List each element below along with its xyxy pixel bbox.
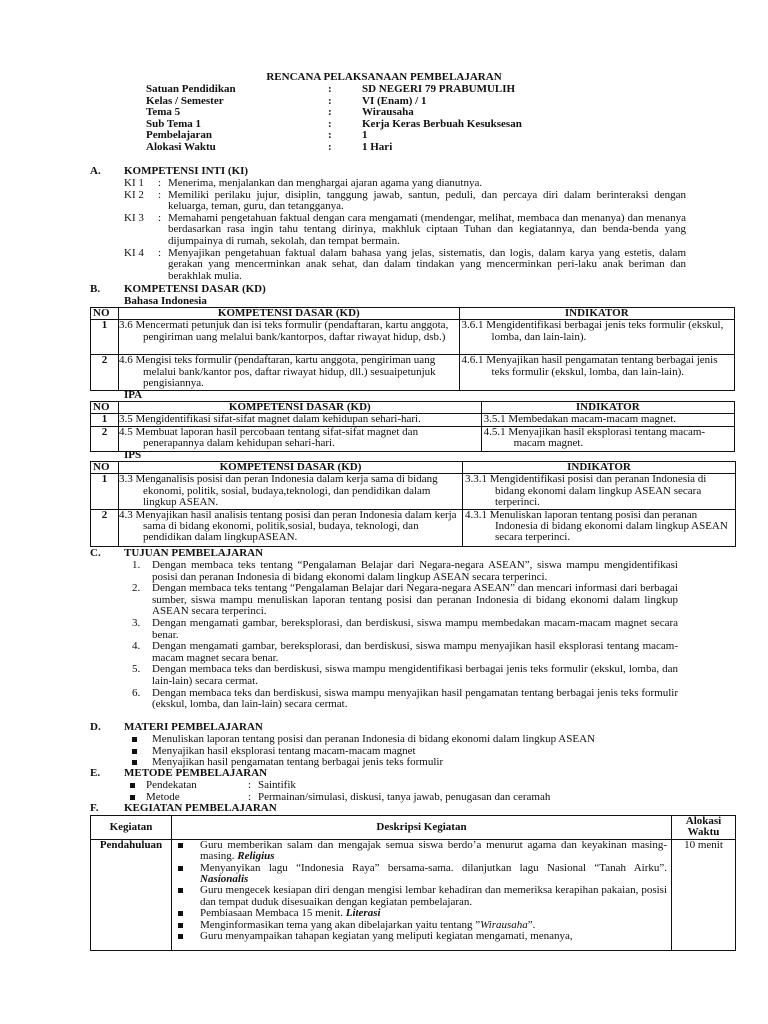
identity-colon: : [328,83,332,95]
tujuan-item [128,641,678,664]
identity-block [146,84,566,154]
kd-row-no: 2 [91,509,119,546]
deskripsi-header: Deskripsi Kegiatan [172,816,672,840]
indikator-cell [459,320,734,355]
tujuan-item [128,618,678,641]
ki-item [124,190,686,213]
no-header: NO [91,402,119,414]
section-f-letter: F. [90,802,99,814]
subject-label: Bahasa Indonesia [124,295,207,307]
kegiatan-item-text: Menyanyikan lagu “Indonesia Raya” bersama-sama. dilanjutkan lagu Nasional “Tanah Airku”. [200,861,667,874]
bullet-icon [178,934,183,939]
tujuan-text: Dengan membaca teks tentang “Pengalaman Belajar dari Negara-negara ASEAN” dan mencari informasi dari berbagai sumber, siswa mampu menuliskan laporan tentang posisi dan peranan Indonesia di bidang ekonomi dalam lingkup ASEAN secara terperinci. [152,582,678,618]
section-e-title: METODE PEMBELAJARAN [124,767,268,779]
kd-cell [119,426,482,451]
kd-text: Membuat laporan hasil percobaan tentang sifat-sifat magnet dan penerapannya dalam kehidupan sehari-hari. [135,425,419,450]
tujuan-number: 2. [132,582,141,595]
indikator-header: INDIKATOR [463,462,736,474]
metode-label: Pendekatan [146,779,197,791]
kd-header: KOMPETENSI DASAR (KD) [119,462,463,474]
kd-table [90,401,735,452]
tujuan-number: 4. [132,640,141,653]
kd-text: Menganalisis posisi dan peran Indonesia dalam kerja sama di bidang ekonomi, politik, sosial, budaya,teknologi, dan pendidikan dalam lingkup ASEAN. [135,473,438,509]
kd-row-no: 1 [91,414,119,426]
ki-item [124,213,686,248]
kd-table [90,307,735,391]
kd-code: 4.6 [119,354,133,367]
kd-row [91,426,735,451]
identity-colon: : [328,129,332,142]
kegiatan-item [176,840,667,863]
kd-row-no: 1 [91,474,119,509]
indikator-cell [481,426,734,451]
tujuan-item [128,688,678,711]
kegiatan-row [91,839,736,950]
section-a-title: KOMPETENSI INTI (KI) [124,165,249,177]
indikator-code: 3.3.1 [465,473,487,486]
tujuan-item [128,560,678,583]
kd-header-row [91,308,735,320]
kd-row [91,320,735,355]
indikator-cell [481,414,734,426]
kegiatan-table [90,815,736,951]
tujuan-text: Dengan mengamati gambar, bereksplorasi, dan berdiskusi, siswa mampu membedakan macam-macam magnet secara benar. [152,616,678,641]
ki-colon: : [158,246,162,259]
section-c-letter: C. [90,547,101,559]
identity-value: Kerja Keras Berbuah Kesuksesan [362,117,522,130]
kegiatan-header: Kegiatan [91,816,172,840]
metode-colon: : [248,790,252,803]
bullet-icon [178,843,183,848]
kegiatan-item-tail: ”. [527,918,536,931]
identity-colon: : [328,140,332,153]
kd-header-row [91,462,736,474]
materi-text: Menyajikan hasil eksplorasi tentang macam-macam magnet [152,744,416,757]
indikator-text: Menyajikan hasil eksplorasi tentang macam-macam magnet. [508,425,706,450]
kd-code: 3.6 [119,319,133,332]
kegiatan-item-italic: Wirausaha [480,918,528,931]
kd-table [90,461,736,547]
section-c-title: TUJUAN PEMBELAJARAN [124,547,264,559]
kd-row [91,414,735,426]
metode-label: Metode [146,790,180,803]
ki-code: KI 3 [124,211,144,224]
identity-value: SD NEGERI 79 PRABUMULIH [362,83,516,95]
kd-header: KOMPETENSI DASAR (KD) [119,308,460,320]
identity-colon: : [328,94,332,107]
ki-colon: : [158,211,162,224]
subject-label: IPA [124,389,143,401]
kd-cell [119,355,460,390]
bullet-icon [132,737,137,742]
materi-list [130,734,680,769]
no-header: NO [91,308,119,320]
indikator-code: 3.6.1 [461,319,484,332]
indikator-code: 4.6.1 [461,354,484,367]
bullet-icon [178,888,183,893]
identity-label: Tema 5 [146,106,181,119]
ki-list [124,178,686,282]
ki-code: KI 4 [124,246,144,259]
kd-row-no: 1 [91,320,119,355]
kegiatan-name: Pendahuluan [91,839,172,950]
section-d-title: MATERI PEMBELAJARAN [124,721,263,733]
character-tag: Religius [237,850,275,863]
kegiatan-item-text: Menginformasikan tema yang akan dibelajarkan yaitu tentang ” [200,918,481,931]
kegiatan-header-row [91,816,736,840]
tujuan-text: Dengan membaca teks tentang “Pengalaman Belajar dari Negara-negara ASEAN”, siswa mampu mengidentifikasi posisi dan peranan Indonesia di bidang ekonomi dalam lingkup ASEAN secara terperinci. [152,559,678,583]
kegiatan-item-text: Guru memberikan salam dan mengajak semua siswa berdo’a menurut agama dan keyakinan masing-masing. [200,838,667,863]
metode-value: Permainan/simulasi, diskusi, tanya jawab, penugasan dan ceramah [258,790,551,803]
kd-header: KOMPETENSI DASAR (KD) [119,402,482,414]
kegiatan-item-text: Pembiasaan Membaca 15 menit. [200,907,343,920]
materi-text: Menyajikan hasil pengamatan tentang berbagai jenis teks formulir [152,756,444,769]
section-b-title: KOMPETENSI DASAR (KD) [124,283,266,295]
indikator-header: INDIKATOR [459,308,734,320]
tujuan-list [128,560,678,711]
kd-code: 4.5 [119,425,133,438]
identity-value: Wirausaha [362,106,414,119]
tujuan-item [128,664,678,687]
kd-row-no: 2 [91,355,119,390]
identity-colon: : [328,106,332,119]
ki-item [124,178,686,190]
tujuan-number: 6. [132,686,141,699]
identity-value: 1 [362,129,368,142]
ki-colon: : [158,188,162,201]
section-e-letter: E. [90,767,101,779]
ki-text: Menyajikan pengetahuan faktual dalam bahasa yang jelas, sistematis, dan logis, dalam karya yang estetis, dalam gerakan yang mencerminkan anak sehat, dan dalam tindakan yang mencerminkan peri-laku anak beriman dan berakhlak mulia. [168,246,686,282]
ki-item [124,248,686,283]
identity-row [146,84,566,96]
ki-text: Memahami pengetahuan faktual dengan cara mengamati (mendengar, melihat, membaca dan menanya) dan menanya berdasarkan rasa ingin tahu tentang dirinya, makhluk ciptaan Tuhan dan kegiatannya, dan benda-benda yang dijumpainya di rumah, sekolah, dan tempat bermain. [168,211,686,247]
identity-label: Pembelajaran [146,129,212,142]
section-a-letter: A. [90,165,101,177]
indikator-code: 3.5.1 [483,413,506,426]
identity-colon: : [328,117,332,130]
tujuan-text: Dengan membaca teks dan berdiskusi, siswa mampu menyajikan hasil pengamatan tentang berbagai jenis teks formulir (ekskul, lomba, dan lain-lain) secara cermat. [152,686,678,711]
ki-colon: : [158,177,162,189]
metode-value: Saintifik [258,779,296,791]
materi-text: Menuliskan laporan tentang posisi dan peranan Indonesia di bidang ekonomi dalam lingkup ASEAN [152,733,595,745]
kd-text: Mengisi teks formulir (pendaftaran, kartu anggota, pengiriman uang melalui bank/kantor pos, daftar riwayat hidup, dll.) sesuaipetunjuk pengisiannya. [135,354,436,390]
kd-code: 3.5 [119,413,133,426]
alokasi-header: Alokasi Waktu [672,816,736,840]
tujuan-text: Dengan mengamati gambar, bereksplorasi, dan berdiskusi, siswa mampu menyajikan hasil eksplorasi tentang macam-macam magnet secara benar. [152,640,678,664]
bullet-icon [178,866,183,871]
subject-label: IPS [124,449,142,461]
section-f-title: KEGIATAN PEMBELAJARAN [124,802,277,814]
kegiatan-item-text: Guru mengecek kesiapan diri dengan mengisi lembar kehadiran dan memeriksa kerapihan pakaian, posisi dan tempat duduk disesuaikan dengan kegiatan pembelajaran. [200,884,667,908]
identity-value: VI (Enam) / 1 [362,94,427,107]
kd-row-no: 2 [91,426,119,451]
identity-label: Alokasi Waktu [146,140,216,153]
indikator-cell [463,509,736,546]
kd-code: 4.3 [119,508,133,521]
tujuan-item [128,583,678,618]
identity-label: Kelas / Semester [146,94,224,107]
kegiatan-item [176,931,667,942]
kd-cell [119,320,460,355]
kegiatan-description [172,839,672,950]
kegiatan-alokasi: 10 menit [672,839,736,950]
kd-text: Menyajikan hasil analisis tentang posisi dan peran Indonesia dalam kerja sama di bidang ekonomi, politik,sosial, budaya, teknologi, dan pendidikan dalam lingkupASEAN. [135,508,457,544]
indikator-code: 4.3.1 [465,508,487,521]
bullet-icon [132,760,137,765]
character-tag: Nasionalis [200,873,249,886]
ki-text: Memiliki perilaku jujur, disiplin, tanggung jawab, santun, peduli, dan percaya diri dalam berinteraksi dengan keluarga, teman, guru, dan tetangganya. [168,188,686,213]
metode-colon: : [248,779,252,791]
document-title: RENCANA PELAKSANAAN PEMBELAJARAN [266,71,502,83]
kd-row [91,355,735,390]
indikator-header: INDIKATOR [481,402,734,414]
indikator-text: Mengidentifikasi posisi dan peranan Indonesia di bidang ekonomi dalam lingkup ASEAN secara terperinci. [489,473,707,509]
tujuan-text: Dengan membaca teks dan berdiskusi, siswa mampu mengidentifikasi berbagai jenis teks formulir (ekskul, lomba, dan lain-lain) secara cermat. [152,663,678,687]
kegiatan-item [176,885,667,908]
kegiatan-item-text: Guru menyampaikan tahapan kegiatan yang meliputi kegiatan mengamati, menanya, [200,930,573,943]
indikator-text: Menuliskan laporan tentang posisi dan peranan Indonesia di bidang ekonomi dalam lingkup ASEAN secara terperinci. [489,508,728,544]
bullet-icon [130,783,135,788]
indikator-text: Menyajikan hasil pengamatan tentang berbagai jenis teks formulir (ekskul, lomba, dan lain-lain). [486,354,718,378]
character-tag: Literasi [345,907,381,920]
tujuan-number: 1. [132,559,141,571]
indikator-cell [463,474,736,509]
identity-value: 1 Hari [362,140,393,153]
bullet-icon [178,923,183,928]
ki-text: Menerima, menjalankan dan menghargai ajaran agama yang dianutnya. [168,177,483,189]
bullet-icon [130,795,135,800]
kd-code: 3.3 [119,473,133,486]
identity-row [146,96,566,108]
metode-list [130,780,680,803]
no-header: NO [91,462,119,474]
tujuan-number: 3. [132,616,141,629]
identity-label: Sub Tema 1 [146,117,202,130]
kd-row [91,509,736,546]
indikator-code: 4.5.1 [483,425,506,438]
section-d-letter: D. [90,721,101,733]
ki-code: KI 2 [124,188,144,201]
indikator-text: Mengidentifikasi berbagai jenis teks formulir (ekskul, lomba, dan lain-lain). [486,319,724,343]
kd-row [91,474,736,509]
kd-cell [119,414,482,426]
kd-header-row [91,402,735,414]
bullet-icon [178,911,183,916]
section-b-letter: B. [90,283,101,295]
kegiatan-item [176,863,667,886]
metode-item [130,780,680,792]
tujuan-number: 5. [132,663,141,676]
indikator-cell [459,355,734,390]
kd-cell [119,474,463,509]
kd-cell [119,509,463,546]
kd-text: Mencermati petunjuk dan isi teks formulir (pendaftaran, kartu anggota, pengiriman uang melalui bank/kantorpos, daftar riwayat hidup, dsb.) [135,319,449,343]
identity-label: Satuan Pendidikan [146,83,236,95]
ki-code: KI 1 [124,177,144,189]
indikator-text: Membedakan macam-macam magnet. [508,413,677,426]
kd-text: Mengidentifikasi sifat-sifat magnet dalam kehidupan sehari-hari. [135,413,421,426]
bullet-icon [132,749,137,754]
identity-row [146,142,566,154]
